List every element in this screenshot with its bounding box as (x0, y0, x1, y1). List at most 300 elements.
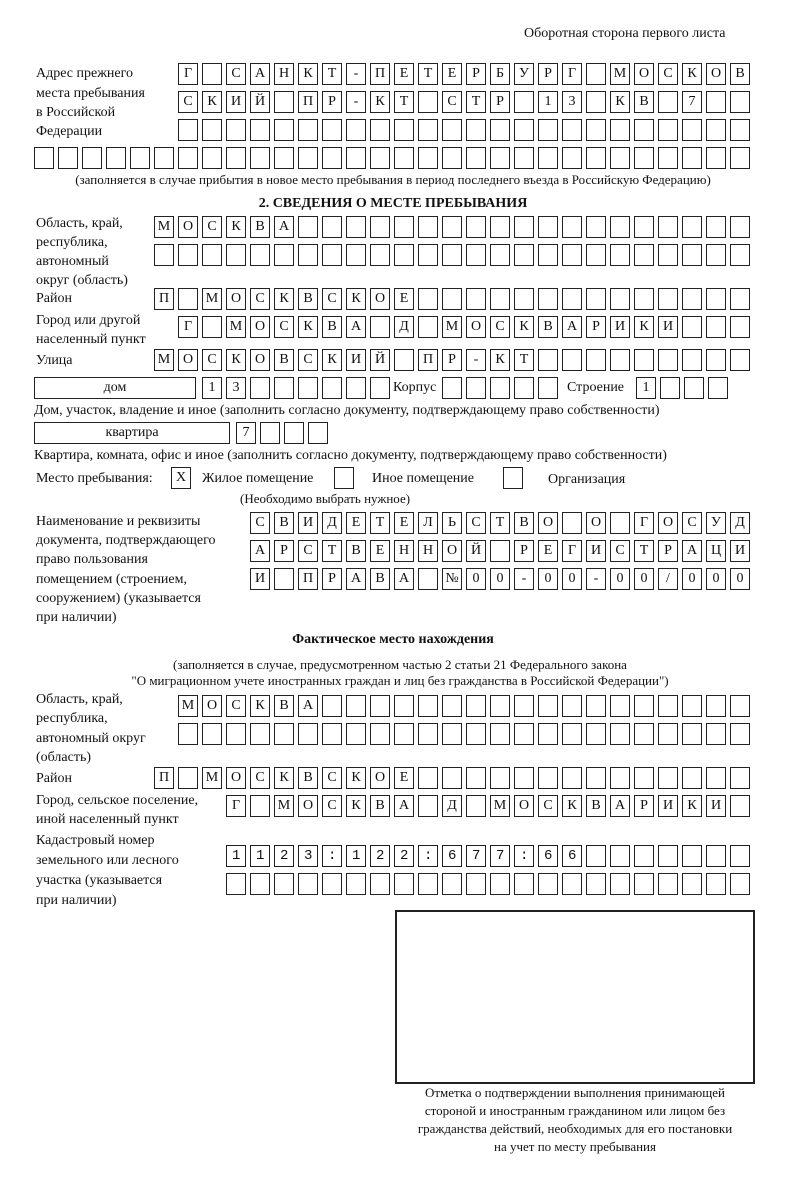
char-cell[interactable]: Е (538, 540, 558, 562)
char-cell[interactable] (370, 244, 390, 266)
char-cell[interactable] (346, 119, 366, 141)
char-cell[interactable] (682, 216, 702, 238)
char-cell[interactable] (682, 119, 702, 141)
char-cell[interactable] (418, 695, 438, 717)
char-cell[interactable] (490, 873, 510, 895)
char-cell[interactable] (610, 845, 630, 867)
char-cell[interactable] (442, 377, 462, 399)
char-cell[interactable] (706, 244, 726, 266)
char-cell[interactable]: А (274, 216, 294, 238)
char-cell[interactable] (394, 349, 414, 371)
char-cell[interactable] (346, 377, 366, 399)
char-cell[interactable] (34, 147, 54, 169)
char-cell[interactable] (274, 119, 294, 141)
char-cell[interactable] (202, 63, 222, 85)
char-cell[interactable]: С (538, 795, 558, 817)
char-cell[interactable] (706, 288, 726, 310)
char-cell[interactable] (442, 873, 462, 895)
char-cell[interactable]: / (658, 568, 678, 590)
char-cell[interactable]: О (514, 795, 534, 817)
char-cell[interactable] (274, 377, 294, 399)
char-cell[interactable] (466, 244, 486, 266)
char-cell[interactable]: О (586, 512, 606, 534)
char-cell[interactable] (202, 119, 222, 141)
char-cell[interactable] (394, 723, 414, 745)
char-cell[interactable] (562, 873, 582, 895)
char-cell[interactable]: П (154, 767, 174, 789)
char-cell[interactable]: - (346, 63, 366, 85)
char-cell[interactable]: Т (322, 540, 342, 562)
char-cell[interactable] (708, 377, 728, 399)
char-cell[interactable]: О (298, 795, 318, 817)
char-cell[interactable]: О (226, 767, 246, 789)
char-cell[interactable]: Е (370, 540, 390, 562)
char-cell[interactable] (466, 767, 486, 789)
char-cell[interactable] (634, 147, 654, 169)
char-cell[interactable]: Т (466, 91, 486, 113)
char-cell[interactable] (250, 119, 270, 141)
char-cell[interactable]: В (538, 316, 558, 338)
char-cell[interactable] (634, 845, 654, 867)
char-cell[interactable] (634, 723, 654, 745)
char-cell[interactable]: К (634, 316, 654, 338)
char-cell[interactable] (370, 147, 390, 169)
char-cell[interactable] (466, 119, 486, 141)
char-cell[interactable] (178, 288, 198, 310)
char-cell[interactable]: Т (322, 63, 342, 85)
char-cell[interactable]: А (610, 795, 630, 817)
char-cell[interactable] (658, 119, 678, 141)
char-cell[interactable] (154, 244, 174, 266)
char-cell[interactable] (418, 216, 438, 238)
char-cell[interactable]: Е (394, 63, 414, 85)
char-cell[interactable]: С (250, 767, 270, 789)
char-cell[interactable] (178, 767, 198, 789)
char-cell[interactable] (658, 147, 678, 169)
char-cell[interactable] (178, 244, 198, 266)
char-cell[interactable]: В (298, 288, 318, 310)
char-cell[interactable]: К (226, 349, 246, 371)
char-cell[interactable]: 0 (538, 568, 558, 590)
char-cell[interactable] (682, 244, 702, 266)
char-cell[interactable] (538, 873, 558, 895)
char-cell[interactable]: М (154, 349, 174, 371)
char-cell[interactable] (562, 512, 582, 534)
char-cell[interactable] (226, 723, 246, 745)
char-cell[interactable]: О (250, 316, 270, 338)
char-cell[interactable] (610, 119, 630, 141)
char-cell[interactable] (250, 244, 270, 266)
char-cell[interactable]: Р (490, 91, 510, 113)
char-cell[interactable]: В (730, 63, 750, 85)
char-cell[interactable] (730, 795, 750, 817)
char-cell[interactable] (706, 216, 726, 238)
char-cell[interactable] (370, 723, 390, 745)
char-cell[interactable]: С (250, 512, 270, 534)
char-cell[interactable] (250, 147, 270, 169)
char-cell[interactable]: 0 (610, 568, 630, 590)
char-cell[interactable] (730, 91, 750, 113)
char-cell[interactable] (442, 216, 462, 238)
char-cell[interactable]: В (274, 512, 294, 534)
char-cell[interactable] (274, 873, 294, 895)
char-cell[interactable] (634, 244, 654, 266)
char-cell[interactable]: К (346, 795, 366, 817)
char-cell[interactable] (730, 244, 750, 266)
char-cell[interactable]: Т (490, 512, 510, 534)
char-cell[interactable]: К (202, 91, 222, 113)
char-cell[interactable]: Ь (442, 512, 462, 534)
char-cell[interactable]: Е (346, 512, 366, 534)
char-cell[interactable] (586, 216, 606, 238)
char-cell[interactable] (466, 873, 486, 895)
char-cell[interactable] (706, 91, 726, 113)
char-cell[interactable]: С (466, 512, 486, 534)
char-cell[interactable] (466, 795, 486, 817)
char-cell[interactable] (562, 288, 582, 310)
char-cell[interactable] (370, 119, 390, 141)
char-cell[interactable]: С (610, 540, 630, 562)
char-cell[interactable]: В (370, 568, 390, 590)
char-cell[interactable]: № (442, 568, 462, 590)
char-cell[interactable] (658, 288, 678, 310)
char-cell[interactable] (490, 377, 510, 399)
char-cell[interactable]: К (682, 795, 702, 817)
char-cell[interactable] (298, 216, 318, 238)
char-cell[interactable]: О (706, 63, 726, 85)
char-cell[interactable]: М (202, 288, 222, 310)
flat-type-field[interactable]: квартира (34, 422, 230, 444)
char-cell[interactable] (682, 723, 702, 745)
char-cell[interactable]: Р (442, 349, 462, 371)
char-cell[interactable] (514, 216, 534, 238)
char-cell[interactable]: К (298, 63, 318, 85)
char-cell[interactable] (706, 723, 726, 745)
char-cell[interactable]: А (394, 568, 414, 590)
char-cell[interactable]: С (322, 795, 342, 817)
char-cell[interactable]: С (298, 349, 318, 371)
char-cell[interactable]: В (634, 91, 654, 113)
char-cell[interactable] (706, 316, 726, 338)
char-cell[interactable]: Н (274, 63, 294, 85)
char-cell[interactable] (394, 873, 414, 895)
char-cell[interactable] (562, 119, 582, 141)
char-cell[interactable]: Д (322, 512, 342, 534)
char-cell[interactable] (682, 845, 702, 867)
char-cell[interactable] (202, 723, 222, 745)
char-cell[interactable]: М (202, 767, 222, 789)
char-cell[interactable] (442, 147, 462, 169)
char-cell[interactable] (274, 723, 294, 745)
char-cell[interactable] (634, 216, 654, 238)
char-cell[interactable]: О (178, 349, 198, 371)
char-cell[interactable] (274, 147, 294, 169)
char-cell[interactable] (610, 873, 630, 895)
char-cell[interactable]: М (442, 316, 462, 338)
char-cell[interactable]: О (370, 288, 390, 310)
char-cell[interactable]: С (226, 63, 246, 85)
char-cell[interactable] (586, 873, 606, 895)
char-cell[interactable] (514, 695, 534, 717)
char-cell[interactable] (682, 767, 702, 789)
char-cell[interactable] (346, 244, 366, 266)
char-cell[interactable] (610, 349, 630, 371)
char-cell[interactable]: Д (394, 316, 414, 338)
char-cell[interactable] (274, 568, 294, 590)
char-cell[interactable]: И (586, 540, 606, 562)
char-cell[interactable] (634, 767, 654, 789)
char-cell[interactable] (284, 422, 304, 444)
char-cell[interactable] (418, 147, 438, 169)
char-cell[interactable]: В (370, 795, 390, 817)
char-cell[interactable] (490, 695, 510, 717)
char-cell[interactable] (250, 723, 270, 745)
char-cell[interactable]: С (178, 91, 198, 113)
char-cell[interactable] (466, 216, 486, 238)
char-cell[interactable] (610, 767, 630, 789)
char-cell[interactable] (322, 244, 342, 266)
char-cell[interactable] (322, 723, 342, 745)
char-cell[interactable] (562, 244, 582, 266)
char-cell[interactable]: Е (394, 767, 414, 789)
char-cell[interactable]: О (538, 512, 558, 534)
char-cell[interactable] (706, 695, 726, 717)
char-cell[interactable]: Г (178, 316, 198, 338)
char-cell[interactable]: В (346, 540, 366, 562)
cadastre-number-value[interactable]: 1123:122:677:66 (232, 848, 593, 864)
char-cell[interactable] (514, 91, 534, 113)
char-cell[interactable] (418, 316, 438, 338)
char-cell[interactable] (586, 695, 606, 717)
char-cell[interactable] (442, 244, 462, 266)
char-cell[interactable] (226, 244, 246, 266)
char-cell[interactable]: 0 (682, 568, 702, 590)
char-cell[interactable]: В (514, 512, 534, 534)
char-cell[interactable] (130, 147, 150, 169)
char-cell[interactable] (226, 147, 246, 169)
char-cell[interactable] (730, 723, 750, 745)
char-cell[interactable] (658, 349, 678, 371)
char-cell[interactable] (322, 377, 342, 399)
char-cell[interactable]: - (514, 568, 534, 590)
char-cell[interactable] (684, 377, 704, 399)
char-cell[interactable]: К (346, 288, 366, 310)
char-cell[interactable] (634, 873, 654, 895)
char-cell[interactable]: Ц (706, 540, 726, 562)
char-cell[interactable] (394, 119, 414, 141)
char-cell[interactable]: 0 (706, 568, 726, 590)
char-cell[interactable]: И (658, 795, 678, 817)
char-cell[interactable] (394, 147, 414, 169)
char-cell[interactable] (514, 147, 534, 169)
char-cell[interactable] (682, 349, 702, 371)
char-cell[interactable]: И (658, 316, 678, 338)
char-cell[interactable]: - (346, 91, 366, 113)
char-cell[interactable] (418, 119, 438, 141)
char-cell[interactable]: А (346, 568, 366, 590)
char-cell[interactable] (298, 873, 318, 895)
char-cell[interactable]: И (346, 349, 366, 371)
char-cell[interactable]: Й (250, 91, 270, 113)
char-cell[interactable] (418, 288, 438, 310)
char-cell[interactable]: Г (178, 63, 198, 85)
char-cell[interactable]: А (250, 540, 270, 562)
char-cell[interactable]: Р (466, 63, 486, 85)
char-cell[interactable]: М (178, 695, 198, 717)
char-cell[interactable]: О (250, 349, 270, 371)
char-cell[interactable] (322, 873, 342, 895)
char-cell[interactable] (490, 767, 510, 789)
char-cell[interactable] (58, 147, 78, 169)
char-cell[interactable]: И (226, 91, 246, 113)
char-cell[interactable]: 0 (634, 568, 654, 590)
char-cell[interactable] (730, 767, 750, 789)
char-cell[interactable] (418, 767, 438, 789)
char-cell[interactable] (682, 316, 702, 338)
char-cell[interactable] (562, 695, 582, 717)
char-cell[interactable]: К (610, 91, 630, 113)
char-cell[interactable] (730, 873, 750, 895)
char-cell[interactable]: С (202, 216, 222, 238)
char-cell[interactable]: О (442, 540, 462, 562)
char-cell[interactable]: Г (562, 540, 582, 562)
char-cell[interactable] (634, 119, 654, 141)
char-cell[interactable]: Р (538, 63, 558, 85)
char-cell[interactable] (562, 767, 582, 789)
char-cell[interactable] (298, 723, 318, 745)
char-cell[interactable] (610, 244, 630, 266)
char-cell[interactable]: С (658, 63, 678, 85)
char-cell[interactable]: К (274, 767, 294, 789)
char-cell[interactable] (538, 377, 558, 399)
char-cell[interactable] (514, 723, 534, 745)
char-cell[interactable]: И (610, 316, 630, 338)
char-cell[interactable] (346, 216, 366, 238)
char-cell[interactable]: 0 (562, 568, 582, 590)
char-cell[interactable]: К (322, 349, 342, 371)
char-cell[interactable]: В (298, 767, 318, 789)
char-cell[interactable] (658, 244, 678, 266)
char-cell[interactable] (418, 723, 438, 745)
char-cell[interactable]: Д (730, 512, 750, 534)
char-cell[interactable] (202, 147, 222, 169)
char-cell[interactable] (442, 288, 462, 310)
char-cell[interactable] (706, 349, 726, 371)
char-cell[interactable] (682, 695, 702, 717)
char-cell[interactable] (308, 422, 328, 444)
char-cell[interactable] (658, 845, 678, 867)
char-cell[interactable] (586, 91, 606, 113)
char-cell[interactable]: С (274, 316, 294, 338)
char-cell[interactable] (298, 119, 318, 141)
char-cell[interactable]: А (394, 795, 414, 817)
char-cell[interactable]: О (658, 512, 678, 534)
char-cell[interactable] (610, 512, 630, 534)
char-cell[interactable]: В (274, 695, 294, 717)
char-cell[interactable] (370, 695, 390, 717)
char-cell[interactable] (730, 147, 750, 169)
char-cell[interactable]: И (250, 568, 270, 590)
char-cell[interactable] (322, 147, 342, 169)
char-cell[interactable] (730, 288, 750, 310)
char-cell[interactable]: 1 (636, 377, 656, 399)
char-cell[interactable] (346, 147, 366, 169)
char-cell[interactable]: 0 (730, 568, 750, 590)
char-cell[interactable]: Т (418, 63, 438, 85)
char-cell[interactable]: М (226, 316, 246, 338)
char-cell[interactable] (178, 147, 198, 169)
char-cell[interactable]: С (250, 288, 270, 310)
char-cell[interactable] (466, 723, 486, 745)
char-cell[interactable] (418, 91, 438, 113)
char-cell[interactable] (562, 723, 582, 745)
char-cell[interactable] (658, 695, 678, 717)
char-cell[interactable]: М (610, 63, 630, 85)
char-cell[interactable] (466, 288, 486, 310)
char-cell[interactable]: 0 (466, 568, 486, 590)
char-cell[interactable]: К (346, 767, 366, 789)
char-cell[interactable]: Г (226, 795, 246, 817)
char-cell[interactable] (586, 288, 606, 310)
char-cell[interactable] (562, 216, 582, 238)
char-cell[interactable] (260, 422, 280, 444)
char-cell[interactable]: К (370, 91, 390, 113)
char-cell[interactable]: Г (562, 63, 582, 85)
char-cell[interactable] (370, 377, 390, 399)
char-cell[interactable]: Р (634, 795, 654, 817)
char-cell[interactable] (538, 119, 558, 141)
char-cell[interactable] (202, 244, 222, 266)
char-cell[interactable] (370, 316, 390, 338)
char-cell[interactable] (562, 349, 582, 371)
char-cell[interactable]: М (490, 795, 510, 817)
char-cell[interactable]: К (562, 795, 582, 817)
char-cell[interactable]: С (202, 349, 222, 371)
char-cell[interactable]: Е (394, 512, 414, 534)
char-cell[interactable] (490, 216, 510, 238)
char-cell[interactable] (634, 288, 654, 310)
char-cell[interactable]: Т (634, 540, 654, 562)
char-cell[interactable] (538, 147, 558, 169)
char-cell[interactable] (586, 119, 606, 141)
char-cell[interactable] (538, 723, 558, 745)
char-cell[interactable]: 7 (682, 91, 702, 113)
char-cell[interactable] (586, 767, 606, 789)
char-cell[interactable] (586, 147, 606, 169)
char-cell[interactable] (250, 873, 270, 895)
char-cell[interactable]: М (274, 795, 294, 817)
char-cell[interactable]: П (370, 63, 390, 85)
char-cell[interactable]: Т (514, 349, 534, 371)
char-cell[interactable]: В (586, 795, 606, 817)
char-cell[interactable] (730, 845, 750, 867)
char-cell[interactable] (250, 795, 270, 817)
char-cell[interactable]: 3 (226, 377, 246, 399)
char-cell[interactable] (706, 767, 726, 789)
char-cell[interactable]: А (682, 540, 702, 562)
char-cell[interactable]: В (274, 349, 294, 371)
char-cell[interactable] (610, 216, 630, 238)
char-cell[interactable] (466, 377, 486, 399)
char-cell[interactable] (538, 288, 558, 310)
char-cell[interactable] (490, 119, 510, 141)
char-cell[interactable]: Й (370, 349, 390, 371)
char-cell[interactable] (706, 845, 726, 867)
char-cell[interactable]: К (298, 316, 318, 338)
char-cell[interactable]: А (562, 316, 582, 338)
char-cell[interactable] (250, 377, 270, 399)
char-cell[interactable]: О (178, 216, 198, 238)
